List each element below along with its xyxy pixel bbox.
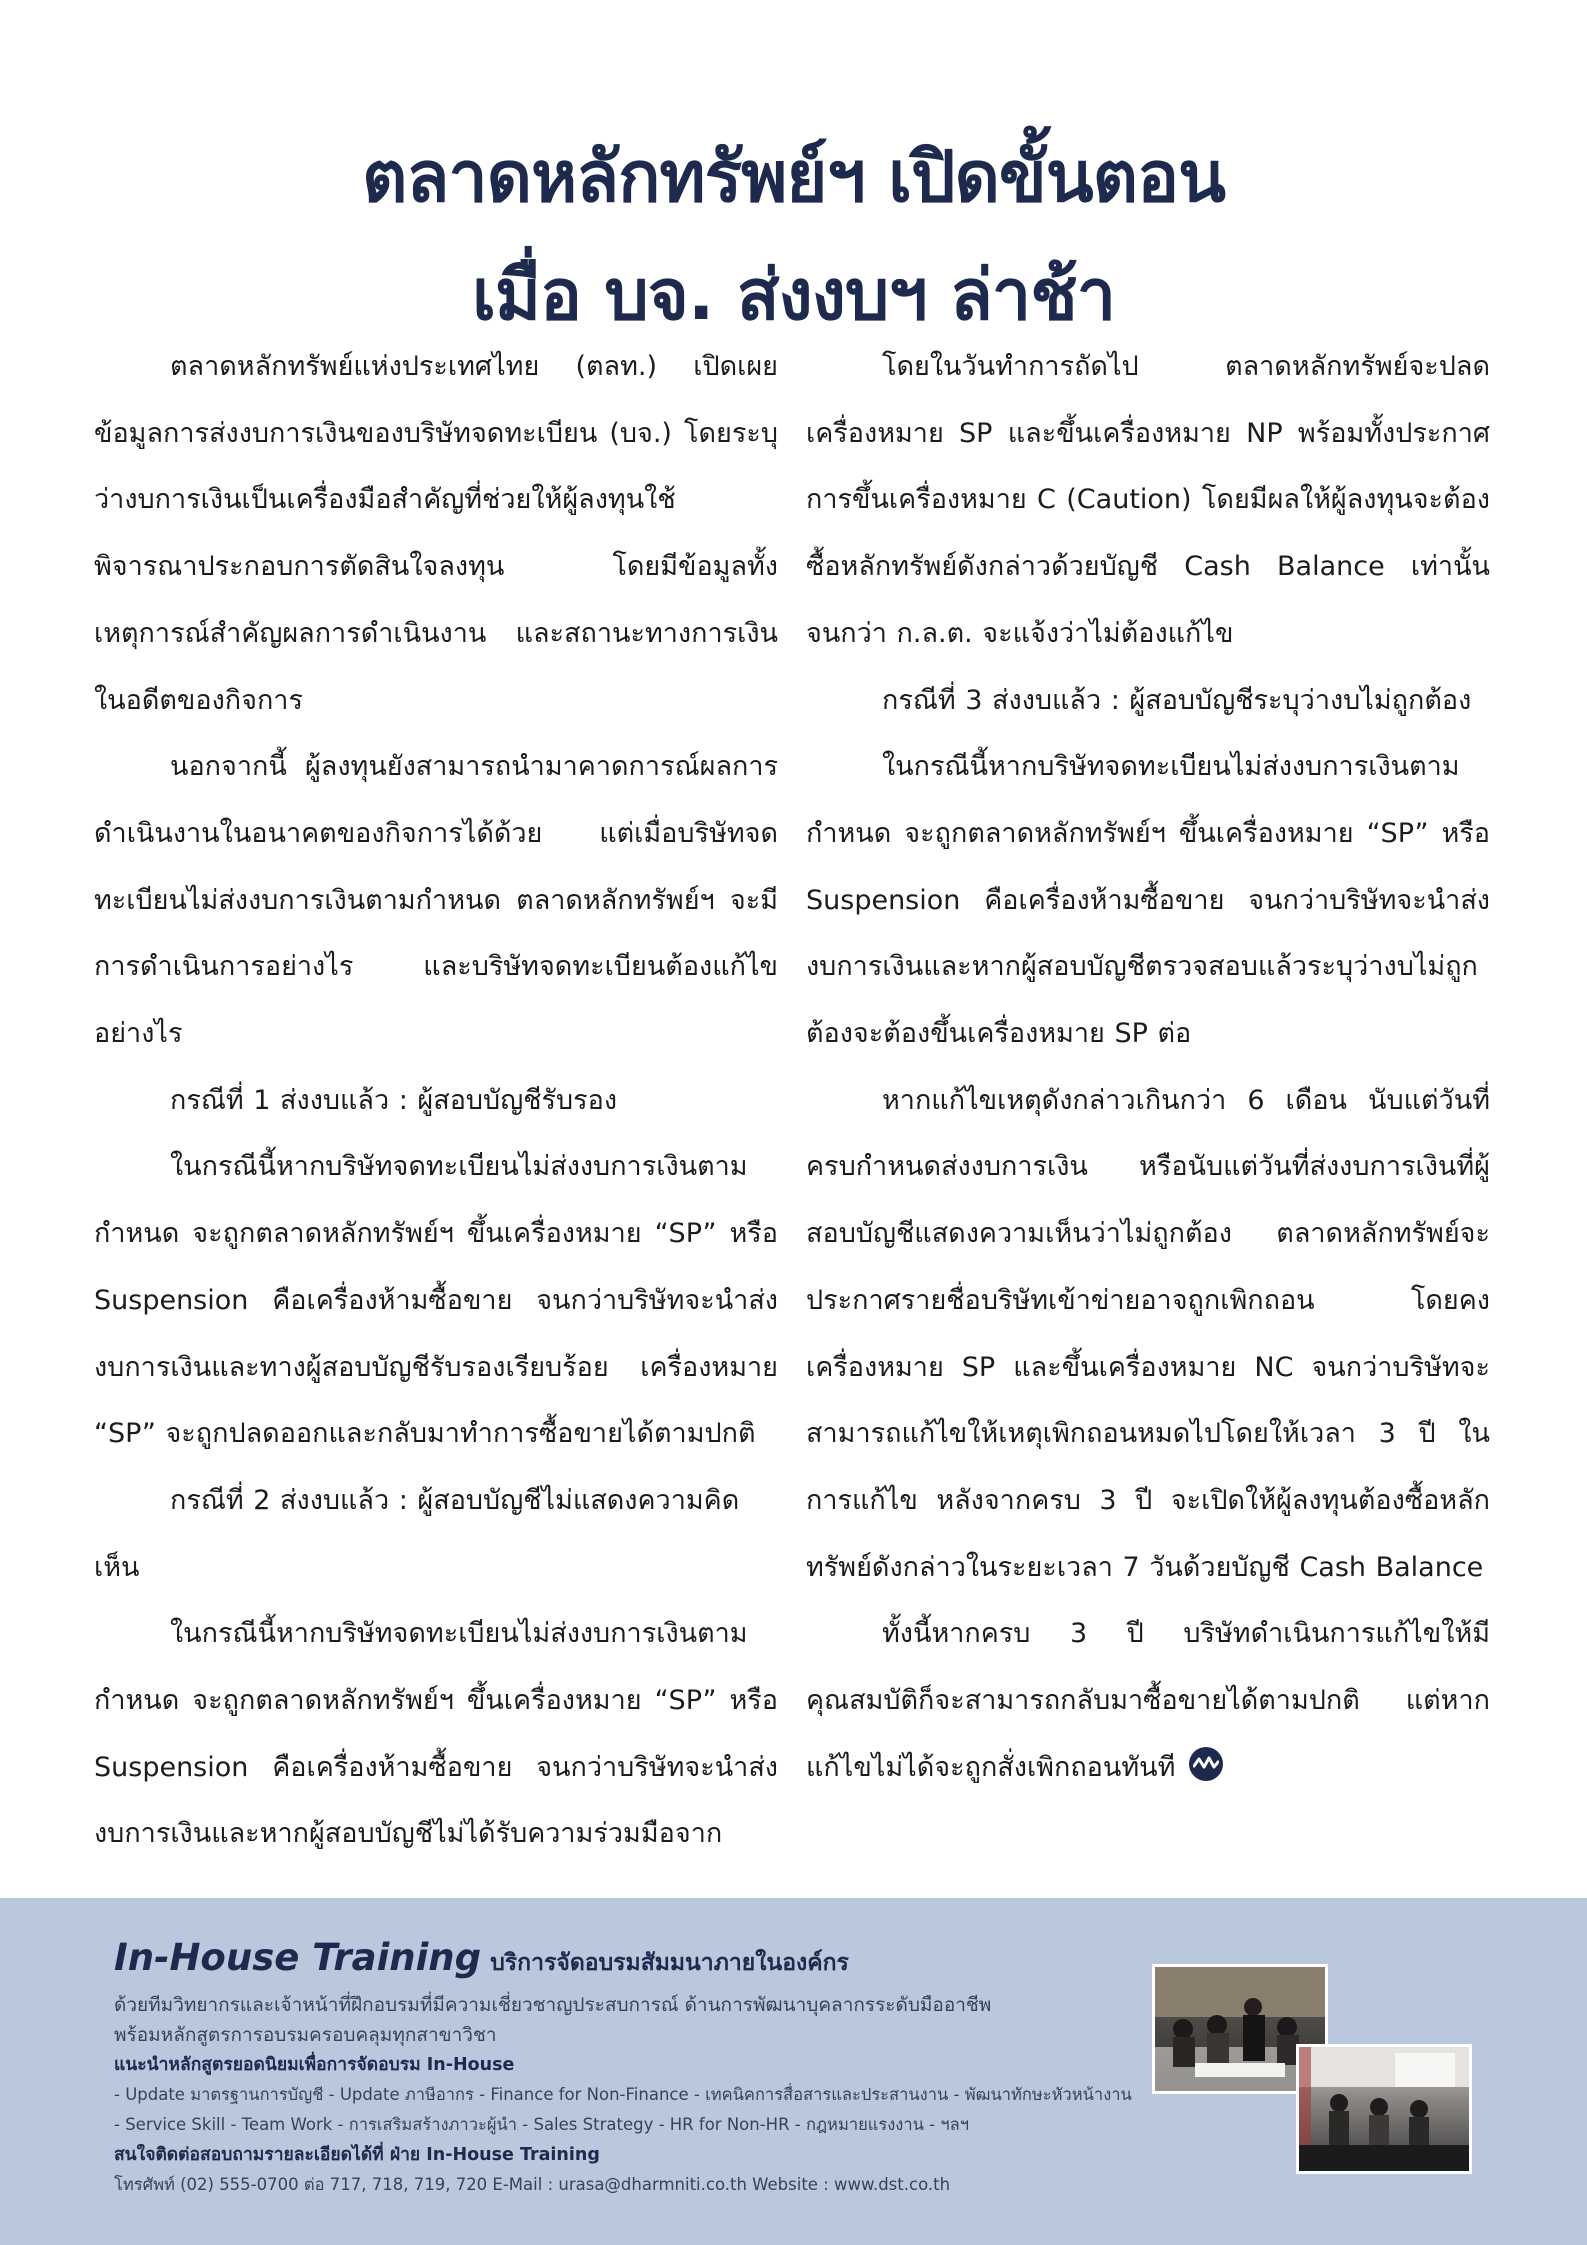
contact-heading: สนใจติดต่อสอบถามรายละเอียดได้ที่ ฝ่าย In-House Training [114,2145,600,2165]
paragraph: โดยในวันทำการถัดไป ตลาดหลักทรัพย์จะปลดเครื่องหมาย SP และขึ้นเครื่องหมาย NP พร้อมทั้งประกาศการขึ้นเครื่องหมาย C (Caution) โดยมีผลให้ผู้ลงทุนจะต้องซื้อหลักทรัพย์ดังกล่าวด้วยบัญชี Cash Balance เท่านั้น จนกว่า ก.ล.ต. จะแจ้งว่าไม่ต้องแก้ไข [806,351,1490,649]
closing-paragraph [806,1601,1490,1801]
case-heading: กรณีที่ 1 ส่งงบแล้ว : ผู้สอบบัญชีรับรอง [170,1084,618,1116]
paragraph: ตลาดหลักทรัพย์แห่งประเทศไทย (ตลท.) เปิดเผยข้อมูลการส่งงบการเงินของบริษัทจดทะเบียน (บจ.) โดยระบุว่างบการเงินเป็นเครื่องมือสำคัญที่ช่วยให้ผู้ลงทุนใช้พิจารณาประกอบการตัดสินใจลงทุน โดยมีข้อมูลทั้งเหตุการณ์สำคัญผลการดำเนินงาน และสถานะทางการเงินในอดีตของกิจการ [94,351,778,716]
footer-heading [114,1936,849,1981]
closing-text: ทั้งนี้หากครบ 3 ปี บริษัทดำเนินการแก้ไขให้มีคุณสมบัติก็จะสามารถกลับมาซื้อขายได้ตามปกติ แต่หากแก้ไขไม่ได้จะถูกสั่งเพิกถอนทันที [806,1618,1490,1783]
paragraph: นอกจากนี้ ผู้ลงทุนยังสามารถนำมาคาดการณ์ผลการดำเนินงานในอนาคตของกิจการได้ด้วย แต่เมื่อบริษัทจดทะเบียนไม่ส่งงบการเงินตามกำหนด ตลาดหลักทรัพย์ฯ จะมีการดำเนินการอย่างไร และบริษัทจดทะเบียนต้องแก้ไขอย่างไร [94,751,778,1050]
footer-description: ด้วยทีมวิทยากรและเจ้าหน้าที่ฝึกอบรมที่มีความเชี่ยวชาญประสบการณ์ ด้านการพัฒนาบุคลากรระดับมืออาชีพ [114,1994,992,2016]
case-heading: กรณีที่ 2 ส่งงบแล้ว : ผู้สอบบัญชีไม่แสดงความคิดเห็น [94,1484,740,1583]
footer-tagline: บริการจัดอบรมสัมมนาภายในองค์กร [490,1950,849,1976]
left-column [94,334,778,1864]
case-heading: กรณีที่ 3 ส่งงบแล้ว : ผู้สอบบัญชีระบุว่างบไม่ถูกต้อง [882,684,1472,716]
footer-brand: In-House Training [114,1936,482,1979]
paragraph: ในกรณีนี้หากบริษัทจดทะเบียนไม่ส่งงบการเงินตามกำหนด จะถูกตลาดหลักทรัพย์ฯ ขึ้นเครื่องหมาย “SP” หรือ Suspension คือเครื่องห้ามซื้อขาย จนกว่าบริษัทจะนำส่งงบการเงินและหากผู้สอบบัญชีไม่ได้รับความร่วมมือจาก [94,1618,778,1850]
title-line-2: เมื่อ บจ. ส่งงบฯ ล่าช้า [471,254,1116,336]
title-line-1: ตลาดหลักทรัพย์ฯ เปิดขั้นตอน [362,136,1225,218]
right-column [806,334,1490,1864]
article-title [0,118,1587,354]
footer-banner [0,1898,1587,2245]
footer-details [114,1990,1154,2200]
courses-list: - Service Skill - Team Work - การเสริมสร้างภาวะผู้นำ - Sales Strategy - HR for Non-HR - กฎหมายแรงงาน - ฯลฯ [114,2115,969,2134]
paragraph: หากแก้ไขเหตุดังกล่าวเกินกว่า 6 เดือน นับแต่วันที่ครบกำหนดส่งงบการเงิน หรือนับแต่วันที่ส่งงบการเงินที่ผู้สอบบัญชีแสดงความเห็นว่าไม่ถูกต้อง ตลาดหลักทรัพย์จะประกาศรายชื่อบริษัทเข้าข่ายอาจถูกเพิกถอน โดยคงเครื่องหมาย SP และขึ้นเครื่องหมาย NC จนกว่าบริษัทจะสามารถแก้ไขให้เหตุเพิกถอนหมดไปโดยให้เวลา 3 ปี ในการแก้ไข หลังจากครบ 3 ปี จะเปิดให้ผู้ลงทุนต้องซื้อหลักทรัพย์ดังกล่าวในระยะเวลา 7 วันด้วยบัญชี Cash Balance [806,1084,1490,1583]
footer-description: พร้อมหลักสูตรการอบรมครอบคลุมทุกสาขาวิชา [114,2024,497,2046]
end-mark-icon [1189,1747,1223,1781]
contact-info: โทรศัพท์ (02) 555-0700 ต่อ 717, 718, 719, 720 E-Mail : urasa@dharmniti.co.th Website : www.dst.co.th [114,2175,951,2194]
courses-heading: แนะนำหลักสูตรยอดนิยมเพื่อการจัดอบรม In-House [114,2055,515,2075]
paragraph: ในกรณีนี้หากบริษัทจดทะเบียนไม่ส่งงบการเงินตามกำหนด จะถูกตลาดหลักทรัพย์ฯ ขึ้นเครื่องหมาย “SP” หรือ Suspension คือเครื่องห้ามซื้อขาย จนกว่าบริษัทจะนำส่งงบการเงินและหากผู้สอบบัญชีตรวจสอบแล้วระบุว่างบไม่ถูกต้องจะต้องขึ้นเครื่องหมาย SP ต่อ [806,751,1490,1050]
article-body [94,334,1490,1864]
training-photo [1296,2044,1472,2174]
paragraph: ในกรณีนี้หากบริษัทจดทะเบียนไม่ส่งงบการเงินตามกำหนด จะถูกตลาดหลักทรัพย์ฯ ขึ้นเครื่องหมาย “SP” หรือ Suspension คือเครื่องห้ามซื้อขาย จนกว่าบริษัทจะนำส่งงบการเงินและทางผู้สอบบัญชีรับรองเรียบร้อย เครื่องหมาย “SP” จะถูกปลดออกและกลับมาทำการซื้อขายได้ตามปกติ [94,1151,778,1450]
courses-list: - Update มาตรฐานการบัญชี - Update ภาษีอากร - Finance for Non-Finance - เทคนิคการสื่อสารและประสานงาน - พัฒนาทักษะหัวหน้างาน [114,2085,1132,2104]
